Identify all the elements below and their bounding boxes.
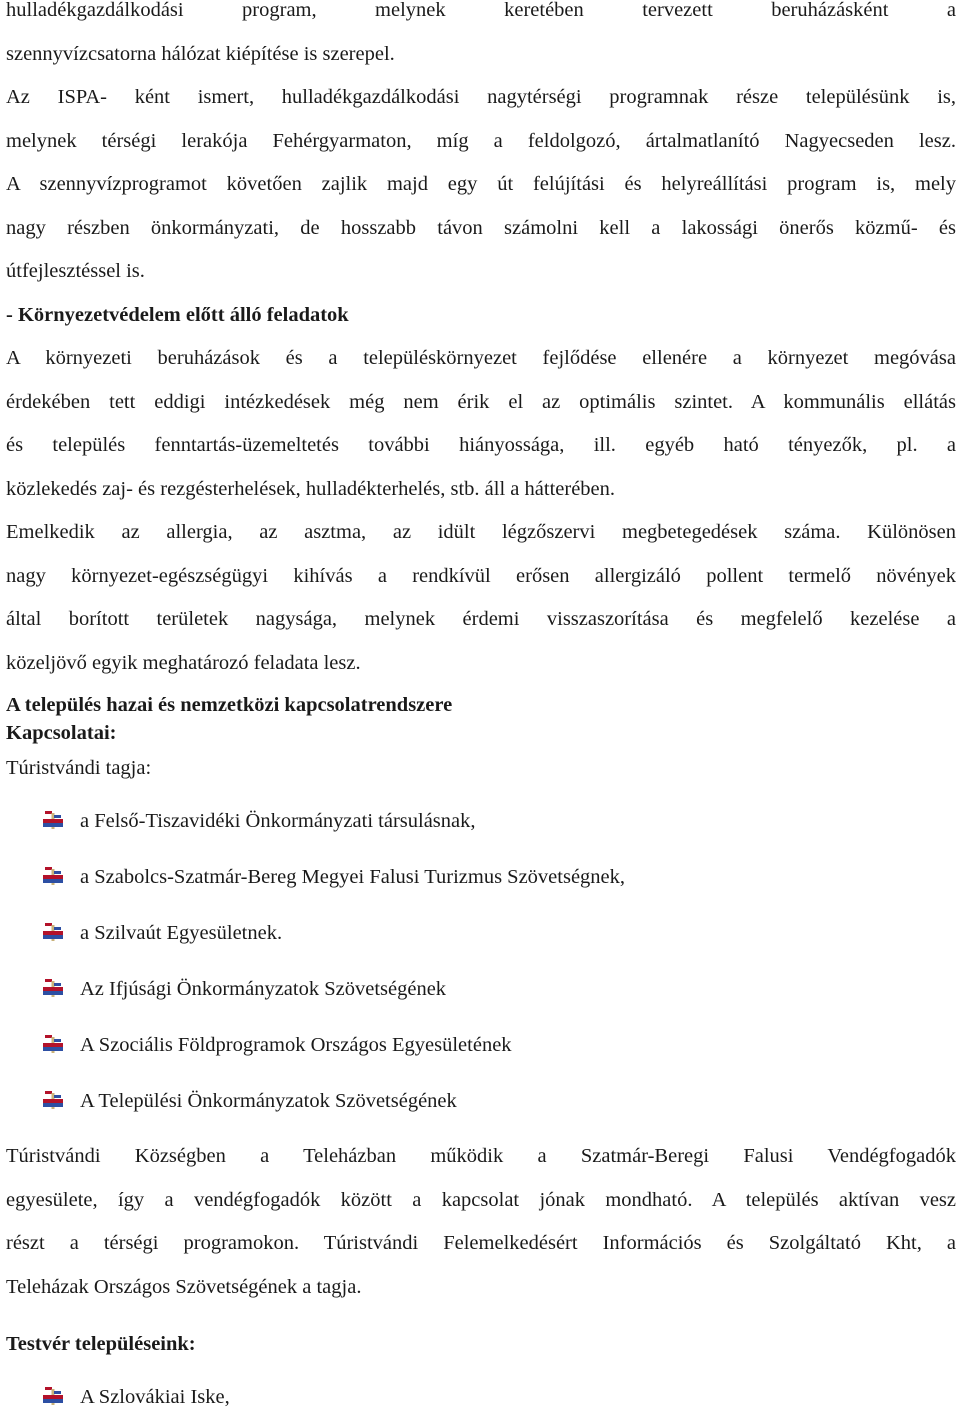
list-item-label: A Szlovákiai Iske, (80, 1385, 230, 1408)
list-item-label: a Szabolcs-Szatmár-Bereg Megyei Falusi Turizmus Szövetségnek, (80, 866, 626, 888)
text-line: Emelkedik az allergia, az asztma, az idült légzőszervi megbetegedések száma. Különösen (6, 521, 956, 543)
text-line: közlekedés zaj- és rezgésterhelések, hulladékterhelés, stb. áll a hátterében. (6, 477, 616, 500)
list-item-label: a Szilvaút Egyesületnek. (80, 922, 283, 944)
text-line: hulladékgazdálkodási program, melynek keretében tervezett beruházásként a (6, 0, 956, 21)
text-line: szennyvízcsatorna hálózat kiépítése is szerepel. (6, 42, 395, 65)
push-pin-bullet-icon (42, 866, 64, 888)
push-pin-bullet-icon (42, 1034, 64, 1056)
document-page (6, 0, 956, 1425)
text-line: melynek térségi lerakója Fehérgyarmaton, míg a feldolgozó, ártalmatlanító Nagyecseden lesz. (6, 129, 956, 152)
list-item (6, 905, 956, 961)
text-line: Az ISPA- ként ismert, hulladékgazdálkodási nagytérségi programnak része településünk is, (6, 86, 956, 108)
list-item-label: A Szociális Földprogramok Országos Egyesületének (80, 1034, 512, 1056)
list-item-label: A Települési Önkormányzatok Szövetségének (80, 1090, 457, 1112)
text-line: útfejlesztéssel is. (6, 260, 145, 282)
text-line: Túristvándi Községben a Teleházban működik a Szatmár-Beregi Falusi Vendégfogadók (6, 1145, 956, 1167)
section-subtitle: Kapcsolatai: (6, 722, 117, 744)
twin-towns-section (6, 1323, 956, 1425)
list-item (6, 961, 956, 1017)
list-item (6, 849, 956, 905)
text-line: nagy részben önkormányzati, de hosszabb távon számolni kell a lakossági önerős közmű- és (6, 216, 956, 239)
section-heading: Testvér településeink: (6, 1333, 196, 1355)
text-line: és település fenntartás-üzemeltetés további hiányossága, ill. egyéb ható tényezők, pl. a (6, 434, 956, 456)
section-heading: - Környezetvédelem előtt álló feladatok (6, 303, 349, 326)
push-pin-bullet-icon (42, 978, 64, 1000)
paragraph-block-1 (6, 0, 956, 294)
push-pin-bullet-icon (42, 922, 64, 944)
environment-section (6, 294, 956, 686)
text-line: részt a térségi programokon. Túristvándi Felemelkedésért Információs és Szolgáltató Kht, a (6, 1232, 956, 1254)
text-line: A környezeti beruházások és a településkörnyezet fejlődése ellenére a környezet megóvása (6, 347, 956, 369)
list-item (6, 1017, 956, 1073)
list-item (6, 1369, 956, 1425)
member-list (6, 793, 956, 1129)
text-line: közeljövő egyik meghatározó feladata lesz. (6, 651, 361, 674)
twin-town-list (6, 1369, 956, 1425)
push-pin-bullet-icon (42, 810, 64, 832)
list-item (6, 1073, 956, 1129)
list-item-label: Az Ifjúsági Önkormányzatok Szövetségének (80, 978, 447, 1000)
relations-paragraph (6, 1135, 956, 1309)
text-line: nagy környezet-egészségügyi kihívás a rendkívül erősen allergizáló pollent termelő növények (6, 564, 956, 587)
member-intro: Túristvándi tagja: (6, 757, 152, 779)
section-title: A település hazai és nemzetközi kapcsolatrendszere (6, 694, 453, 716)
text-line: érdekében tett eddigi intézkedések még nem érik el az optimális szintet. A kommunális ellátás (6, 390, 956, 413)
text-line: által borított területek nagysága, melynek érdemi visszaszorítása és megfelelő kezelése a (6, 608, 956, 630)
push-pin-bullet-icon (42, 1386, 64, 1408)
text-line: A szennyvízprogramot követően zajlik majd egy út felújítási és helyreállítási program is, mely (6, 173, 956, 195)
text-line: Teleházak Országos Szövetségének a tagja. (6, 1275, 362, 1298)
list-item-label: a Felső-Tiszavidéki Önkormányzati társulásnak, (80, 810, 476, 832)
text-line: egyesülete, így a vendégfogadók között a kapcsolat jónak mondható. A település aktívan vesz (6, 1188, 956, 1211)
list-item (6, 793, 956, 849)
push-pin-bullet-icon (42, 1090, 64, 1112)
relations-section (6, 691, 956, 1309)
